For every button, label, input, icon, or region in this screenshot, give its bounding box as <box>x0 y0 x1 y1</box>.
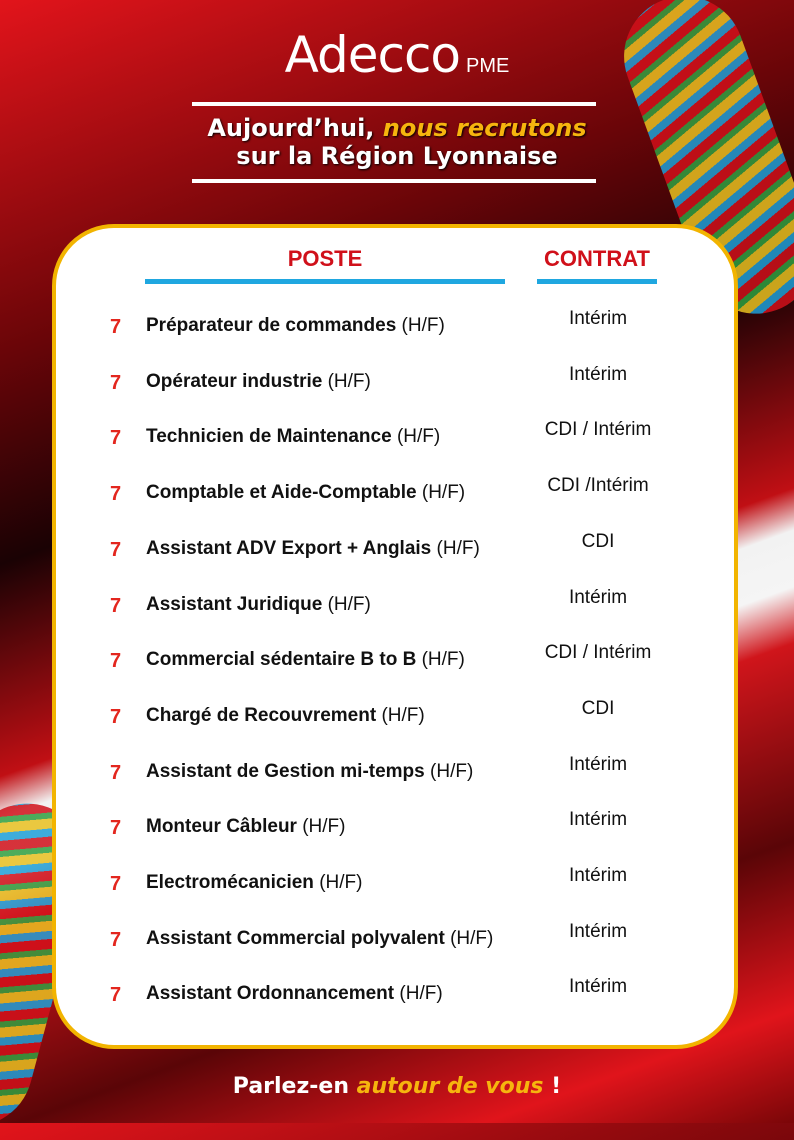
job-title-cell <box>146 983 443 1005</box>
headline-line2: sur la Région Lyonnaise <box>236 142 558 170</box>
job-title: Monteur Câbleur <box>146 816 297 838</box>
contract-type: CDI <box>581 530 615 552</box>
job-title-cell <box>146 928 493 950</box>
job-gender-suffix: (H/F) <box>399 983 443 1005</box>
job-gender-suffix: (H/F) <box>327 370 371 392</box>
job-title: Assistant ADV Export + Anglais <box>146 537 432 559</box>
job-row <box>0 976 794 1010</box>
footer-start: Parlez-en <box>232 1074 357 1099</box>
job-title: Comptable et Aide-Comptable <box>146 482 417 504</box>
job-title: Assistant Ordonnancement <box>146 983 395 1005</box>
job-title-cell <box>146 761 473 783</box>
adecco-arrow-icon: 7 <box>110 817 122 840</box>
adecco-arrow-icon: 7 <box>110 371 122 394</box>
job-title-cell <box>146 482 465 504</box>
adecco-logo <box>0 26 794 84</box>
adecco-arrow-icon: 7 <box>110 705 122 728</box>
adecco-arrow-icon: 7 <box>110 316 122 338</box>
contract-type: Intérim <box>568 976 628 998</box>
contract-type: Intérim <box>568 809 628 831</box>
divider-top <box>192 102 596 106</box>
adecco-arrow-icon: 7 <box>110 761 122 784</box>
contract-type: CDI <box>581 697 615 719</box>
job-gender-suffix: (H/F) <box>421 649 465 671</box>
job-row <box>0 475 794 509</box>
job-gender-suffix: (H/F) <box>421 482 466 504</box>
job-title-cell <box>146 705 425 727</box>
job-gender-suffix: (H/F) <box>327 593 371 615</box>
headline-highlight: nous recrutons <box>382 114 587 142</box>
headline-start: Aujourd’hui, <box>207 114 383 142</box>
poste-underline <box>145 279 505 284</box>
headline <box>0 114 794 170</box>
logo-brand: Adecco <box>284 26 461 84</box>
job-title-cell <box>146 315 445 337</box>
divider-bottom <box>192 179 596 183</box>
footer-highlight: autour de vous <box>356 1074 544 1099</box>
job-row <box>0 753 794 788</box>
job-title-cell <box>146 649 465 671</box>
job-title: Chargé de Recouvrement <box>146 704 377 726</box>
job-title-cell <box>146 538 480 560</box>
adecco-arrow-icon: 7 <box>110 483 122 506</box>
job-row <box>0 586 794 621</box>
job-row <box>0 809 794 843</box>
job-row <box>0 363 794 398</box>
contract-type: Intérim <box>568 753 628 775</box>
footer-slogan <box>0 1074 794 1099</box>
job-row <box>0 642 794 676</box>
job-gender-suffix: (H/F) <box>401 315 445 336</box>
job-title-cell <box>146 816 346 838</box>
job-title: Electromécanicien <box>146 872 314 893</box>
job-gender-suffix: (H/F) <box>381 704 425 726</box>
adecco-arrow-icon: 7 <box>110 873 122 895</box>
adecco-arrow-icon: 7 <box>110 650 122 673</box>
job-gender-suffix: (H/F) <box>319 872 363 893</box>
contract-type: CDI / Intérim <box>544 642 652 664</box>
footer-end: ! <box>543 1074 562 1099</box>
column-header-poste: POSTE <box>287 246 363 271</box>
contract-type: Intérim <box>568 865 628 886</box>
job-gender-suffix: (H/F) <box>396 426 441 448</box>
adecco-arrow-icon: 7 <box>110 984 122 1007</box>
logo-suffix: PME <box>466 55 510 77</box>
job-title: Assistant de Gestion mi-temps <box>146 760 425 782</box>
job-row <box>0 419 794 453</box>
job-row <box>0 530 794 565</box>
job-title: Assistant Commercial polyvalent <box>146 927 445 949</box>
column-header-contrat: CONTRAT <box>544 246 650 271</box>
contract-type: CDI /Intérim <box>547 475 649 497</box>
contract-type: CDI / Intérim <box>544 419 652 441</box>
adecco-arrow-icon: 7 <box>110 594 122 617</box>
adecco-arrow-icon: 7 <box>110 427 122 450</box>
contract-type: Intérim <box>568 586 628 608</box>
job-title: Assistant Juridique <box>146 593 323 615</box>
job-gender-suffix: (H/F) <box>302 816 346 838</box>
job-row <box>0 920 794 955</box>
job-title-cell <box>146 371 371 393</box>
job-row <box>0 865 794 899</box>
job-gender-suffix: (H/F) <box>430 760 474 782</box>
job-title: Commercial sédentaire B to B <box>146 649 417 671</box>
contract-type: Intérim <box>568 363 628 385</box>
job-row <box>0 697 794 732</box>
adecco-arrow-icon: 7 <box>110 538 122 561</box>
contract-type: Intérim <box>568 920 628 942</box>
adecco-arrow-icon: 7 <box>110 928 122 951</box>
job-title-cell <box>146 426 440 448</box>
job-gender-suffix: (H/F) <box>436 537 480 559</box>
job-title: Préparateur de commandes <box>146 315 397 336</box>
job-title-cell <box>146 594 371 616</box>
job-title: Opérateur industrie <box>146 370 323 392</box>
job-row <box>0 308 794 342</box>
job-gender-suffix: (H/F) <box>450 927 494 949</box>
job-title: Technicien de Maintenance <box>146 426 392 448</box>
contract-type: Intérim <box>568 308 628 329</box>
contrat-underline <box>537 279 657 284</box>
job-title-cell <box>146 872 362 894</box>
